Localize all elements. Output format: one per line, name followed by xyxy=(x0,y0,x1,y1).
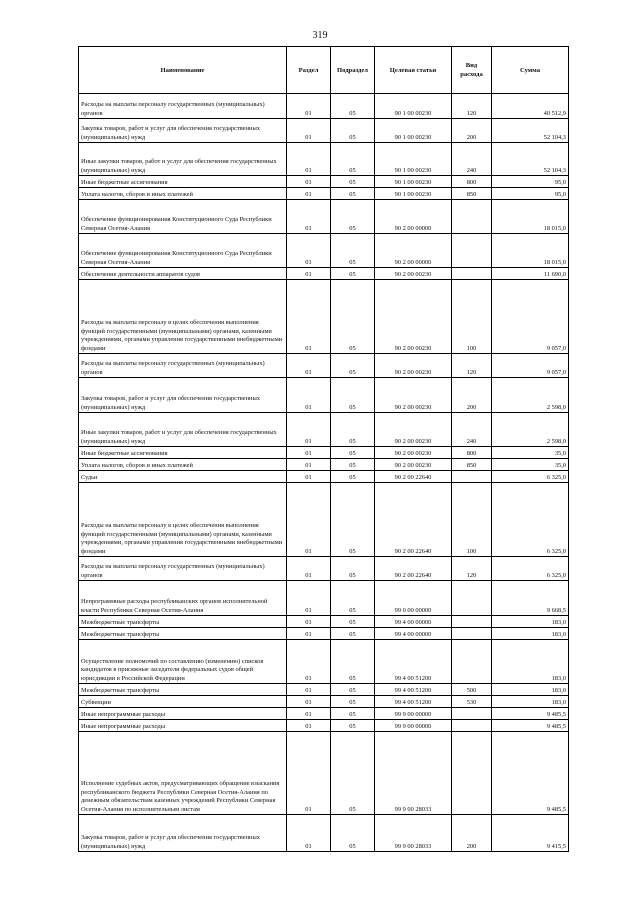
table-row xyxy=(79,483,569,557)
row-expense-type xyxy=(452,732,492,815)
row-amount: 11 690,0 xyxy=(492,268,569,280)
row-name: Межбюджетные трансферты xyxy=(79,684,287,696)
row-amount: 183,0 xyxy=(492,696,569,708)
row-subsection: 05 xyxy=(331,234,375,268)
row-section: 01 xyxy=(287,378,331,413)
table-row xyxy=(79,176,569,188)
row-amount: 52 104,3 xyxy=(492,119,569,143)
row-amount: 95,0 xyxy=(492,176,569,188)
row-amount: 6 325,0 xyxy=(492,483,569,557)
row-amount: 52 104,3 xyxy=(492,143,569,176)
row-section: 01 xyxy=(287,708,331,720)
table-row xyxy=(79,143,569,176)
header-section: Раздел xyxy=(287,47,331,94)
row-subsection: 05 xyxy=(331,640,375,684)
header-target: Целевая статья xyxy=(375,47,452,94)
row-name: Расходы на выплаты персоналу в целях обеспечения выполнения функций государственными (муниципальными) органами, казенными учреждениями, органами управления государственными внебюджетными фондами xyxy=(79,483,287,557)
row-subsection: 05 xyxy=(331,176,375,188)
row-target: 90 2 00 00000 xyxy=(375,234,452,268)
row-subsection: 05 xyxy=(331,471,375,483)
row-amount: 35,0 xyxy=(492,459,569,471)
row-target: 99 0 00 00000 xyxy=(375,581,452,616)
table-row xyxy=(79,684,569,696)
row-subsection: 05 xyxy=(331,378,375,413)
row-section: 01 xyxy=(287,640,331,684)
row-subsection: 05 xyxy=(331,143,375,176)
row-section: 01 xyxy=(287,280,331,354)
row-name: Исполнение судебных актов, предусматривающих обращение взыскания республиканского бюджета Республики Северная Осетия-Алания по денежным обязательствам казенных учреждений Республики Северная Осетия-Алания по исполнительным листам xyxy=(79,732,287,815)
row-name: Иные закупки товаров, работ и услуг для обеспечения государственных (муниципальных) нужд xyxy=(79,143,287,176)
row-expense-type xyxy=(452,234,492,268)
row-expense-type xyxy=(452,268,492,280)
row-name: Иные непрограммные расходы xyxy=(79,720,287,732)
row-target: 90 2 00 00230 xyxy=(375,459,452,471)
row-section: 01 xyxy=(287,459,331,471)
row-name: Непрограммные расходы республиканских органов исполнительной власти Республики Северная Осетия-Алания xyxy=(79,581,287,616)
row-section: 01 xyxy=(287,119,331,143)
table-row xyxy=(79,708,569,720)
row-expense-type xyxy=(452,708,492,720)
row-subsection: 05 xyxy=(331,200,375,234)
row-amount: 2 598,0 xyxy=(492,413,569,447)
budget-table xyxy=(78,46,569,852)
row-name: Межбюджетные трансферты xyxy=(79,628,287,640)
table-row xyxy=(79,413,569,447)
row-subsection: 05 xyxy=(331,459,375,471)
row-amount: 9 668,5 xyxy=(492,581,569,616)
row-section: 01 xyxy=(287,143,331,176)
row-amount: 9 485,5 xyxy=(492,708,569,720)
row-name: Расходы на выплаты персоналу государственных (муниципальных) органов xyxy=(79,94,287,119)
row-amount: 40 512,9 xyxy=(492,94,569,119)
row-section: 01 xyxy=(287,268,331,280)
row-section: 01 xyxy=(287,483,331,557)
page-number: 319 xyxy=(312,30,328,41)
row-amount: 183,0 xyxy=(492,616,569,628)
row-name: Иные непрограммные расходы xyxy=(79,708,287,720)
row-section: 01 xyxy=(287,732,331,815)
row-target: 99 9 00 00000 xyxy=(375,720,452,732)
table-row xyxy=(79,732,569,815)
row-amount: 18 015,0 xyxy=(492,200,569,234)
row-name: Обеспечение функционирования Конституционного Суда Республики Северная Осетия-Алания xyxy=(79,200,287,234)
row-target: 90 1 00 00230 xyxy=(375,94,452,119)
row-target: 99 4 00 51200 xyxy=(375,696,452,708)
row-subsection: 05 xyxy=(331,447,375,459)
row-name: Осуществление полномочий по составлению (изменению) списков кандидатов в присяжные заседатели федеральных судов общей юрисдикции в Российской Федерации xyxy=(79,640,287,684)
table-row xyxy=(79,628,569,640)
row-target: 90 2 00 00230 xyxy=(375,413,452,447)
row-amount: 183,0 xyxy=(492,628,569,640)
row-amount: 9 485,5 xyxy=(492,732,569,815)
table-header-row xyxy=(79,47,569,94)
row-target: 99 9 00 00000 xyxy=(375,708,452,720)
row-subsection: 05 xyxy=(331,354,375,378)
row-name: Закупка товаров, работ и услуг для обеспечения государственных (муниципальных) нужд xyxy=(79,378,287,413)
row-amount: 183,0 xyxy=(492,684,569,696)
row-expense-type: 200 xyxy=(452,378,492,413)
row-expense-type: 200 xyxy=(452,119,492,143)
row-subsection: 05 xyxy=(331,557,375,581)
row-subsection: 05 xyxy=(331,188,375,200)
row-name: Расходы на выплаты персоналу государственных (муниципальных) органов xyxy=(79,354,287,378)
row-subsection: 05 xyxy=(331,616,375,628)
row-target: 90 2 00 22640 xyxy=(375,557,452,581)
row-expense-type xyxy=(452,200,492,234)
row-target: 90 1 00 00230 xyxy=(375,143,452,176)
table-row xyxy=(79,447,569,459)
row-subsection: 05 xyxy=(331,483,375,557)
row-subsection: 05 xyxy=(331,268,375,280)
row-target: 99 4 00 51200 xyxy=(375,640,452,684)
row-expense-type: 120 xyxy=(452,354,492,378)
row-subsection: 05 xyxy=(331,815,375,852)
row-subsection: 05 xyxy=(331,720,375,732)
header-name: Наименование xyxy=(79,47,287,94)
table-row xyxy=(79,616,569,628)
row-expense-type xyxy=(452,720,492,732)
row-expense-type xyxy=(452,628,492,640)
row-target: 99 4 00 00000 xyxy=(375,616,452,628)
table-row xyxy=(79,696,569,708)
row-target: 90 2 00 00230 xyxy=(375,268,452,280)
row-target: 90 1 00 00230 xyxy=(375,119,452,143)
row-section: 01 xyxy=(287,581,331,616)
row-target: 90 2 00 22640 xyxy=(375,471,452,483)
row-section: 01 xyxy=(287,413,331,447)
row-target: 90 1 00 00230 xyxy=(375,188,452,200)
row-expense-type: 120 xyxy=(452,94,492,119)
row-subsection: 05 xyxy=(331,413,375,447)
table-row xyxy=(79,200,569,234)
row-subsection: 05 xyxy=(331,732,375,815)
row-expense-type: 240 xyxy=(452,413,492,447)
header-subsection: Подраздел xyxy=(331,47,375,94)
row-expense-type: 500 xyxy=(452,684,492,696)
row-name: Межбюджетные трансферты xyxy=(79,616,287,628)
row-amount: 2 598,0 xyxy=(492,378,569,413)
row-name: Закупка товаров, работ и услуг для обеспечения государственных (муниципальных) нужд xyxy=(79,815,287,852)
table-row xyxy=(79,720,569,732)
row-name: Судьи xyxy=(79,471,287,483)
row-section: 01 xyxy=(287,471,331,483)
table-row xyxy=(79,815,569,852)
header-expense-type: Вид расхода xyxy=(452,47,492,94)
row-subsection: 05 xyxy=(331,708,375,720)
row-expense-type: 800 xyxy=(452,447,492,459)
row-name: Субвенции xyxy=(79,696,287,708)
row-subsection: 05 xyxy=(331,581,375,616)
table-row xyxy=(79,557,569,581)
table-row xyxy=(79,94,569,119)
row-target: 90 2 00 00230 xyxy=(375,354,452,378)
row-section: 01 xyxy=(287,447,331,459)
row-section: 01 xyxy=(287,188,331,200)
row-target: 90 2 00 00230 xyxy=(375,447,452,459)
row-section: 01 xyxy=(287,94,331,119)
row-amount: 18 015,0 xyxy=(492,234,569,268)
row-expense-type: 800 xyxy=(452,176,492,188)
row-name: Закупка товаров, работ и услуг для обеспечения государственных (муниципальных) нужд xyxy=(79,119,287,143)
row-name: Иные бюджетные ассигнования xyxy=(79,447,287,459)
row-expense-type: 120 xyxy=(452,557,492,581)
row-name: Уплата налогов, сборов и иных платежей xyxy=(79,459,287,471)
row-expense-type: 530 xyxy=(452,696,492,708)
row-name: Расходы на выплаты персоналу в целях обеспечения выполнения функций государственными (муниципальными) органами, казенными учреждениями, органами управления государственными внебюджетными фондами xyxy=(79,280,287,354)
row-name: Обеспечение деятельности аппаратов судов xyxy=(79,268,287,280)
row-name: Иные закупки товаров, работ и услуг для обеспечения государственных (муниципальных) нужд xyxy=(79,413,287,447)
row-subsection: 05 xyxy=(331,119,375,143)
row-section: 01 xyxy=(287,616,331,628)
row-expense-type xyxy=(452,640,492,684)
row-section: 01 xyxy=(287,720,331,732)
row-section: 01 xyxy=(287,200,331,234)
table-row xyxy=(79,378,569,413)
table-row xyxy=(79,280,569,354)
row-expense-type: 240 xyxy=(452,143,492,176)
row-amount: 183,0 xyxy=(492,640,569,684)
row-target: 90 2 00 00230 xyxy=(375,280,452,354)
row-name: Уплата налогов, сборов и иных платежей xyxy=(79,188,287,200)
row-amount: 6 325,0 xyxy=(492,471,569,483)
row-name: Иные бюджетные ассигнования xyxy=(79,176,287,188)
row-name: Обеспечение функционирования Конституционного Суда Республики Северная Осетия-Алания xyxy=(79,234,287,268)
row-target: 90 2 00 00230 xyxy=(375,378,452,413)
row-target: 90 1 00 00230 xyxy=(375,176,452,188)
row-amount: 6 325,0 xyxy=(492,557,569,581)
row-target: 90 2 00 22640 xyxy=(375,483,452,557)
header-amount: Сумма xyxy=(492,47,569,94)
row-amount: 95,0 xyxy=(492,188,569,200)
row-name: Расходы на выплаты персоналу государственных (муниципальных) органов xyxy=(79,557,287,581)
table-row xyxy=(79,471,569,483)
row-subsection: 05 xyxy=(331,684,375,696)
table-row xyxy=(79,640,569,684)
row-expense-type xyxy=(452,616,492,628)
row-amount: 9 415,5 xyxy=(492,815,569,852)
row-subsection: 05 xyxy=(331,696,375,708)
row-subsection: 05 xyxy=(331,94,375,119)
row-subsection: 05 xyxy=(331,628,375,640)
table-row xyxy=(79,581,569,616)
row-expense-type: 850 xyxy=(452,188,492,200)
row-target: 99 4 00 00000 xyxy=(375,628,452,640)
table-row xyxy=(79,234,569,268)
row-expense-type xyxy=(452,471,492,483)
row-section: 01 xyxy=(287,354,331,378)
table-row xyxy=(79,119,569,143)
table-row xyxy=(79,459,569,471)
row-target: 99 4 00 51200 xyxy=(375,684,452,696)
table-row xyxy=(79,188,569,200)
row-section: 01 xyxy=(287,696,331,708)
row-subsection: 05 xyxy=(331,280,375,354)
row-section: 01 xyxy=(287,628,331,640)
row-section: 01 xyxy=(287,815,331,852)
row-amount: 35,0 xyxy=(492,447,569,459)
row-expense-type xyxy=(452,581,492,616)
row-expense-type: 200 xyxy=(452,815,492,852)
row-amount: 9 485,5 xyxy=(492,720,569,732)
row-target: 90 2 00 00000 xyxy=(375,200,452,234)
row-expense-type: 100 xyxy=(452,483,492,557)
row-target: 99 9 00 28033 xyxy=(375,732,452,815)
row-expense-type: 850 xyxy=(452,459,492,471)
row-amount: 9 057,0 xyxy=(492,280,569,354)
row-expense-type: 100 xyxy=(452,280,492,354)
row-target: 99 9 00 28033 xyxy=(375,815,452,852)
row-section: 01 xyxy=(287,684,331,696)
row-section: 01 xyxy=(287,234,331,268)
row-section: 01 xyxy=(287,176,331,188)
row-amount: 9 057,0 xyxy=(492,354,569,378)
table-row xyxy=(79,268,569,280)
row-section: 01 xyxy=(287,557,331,581)
table-row xyxy=(79,354,569,378)
